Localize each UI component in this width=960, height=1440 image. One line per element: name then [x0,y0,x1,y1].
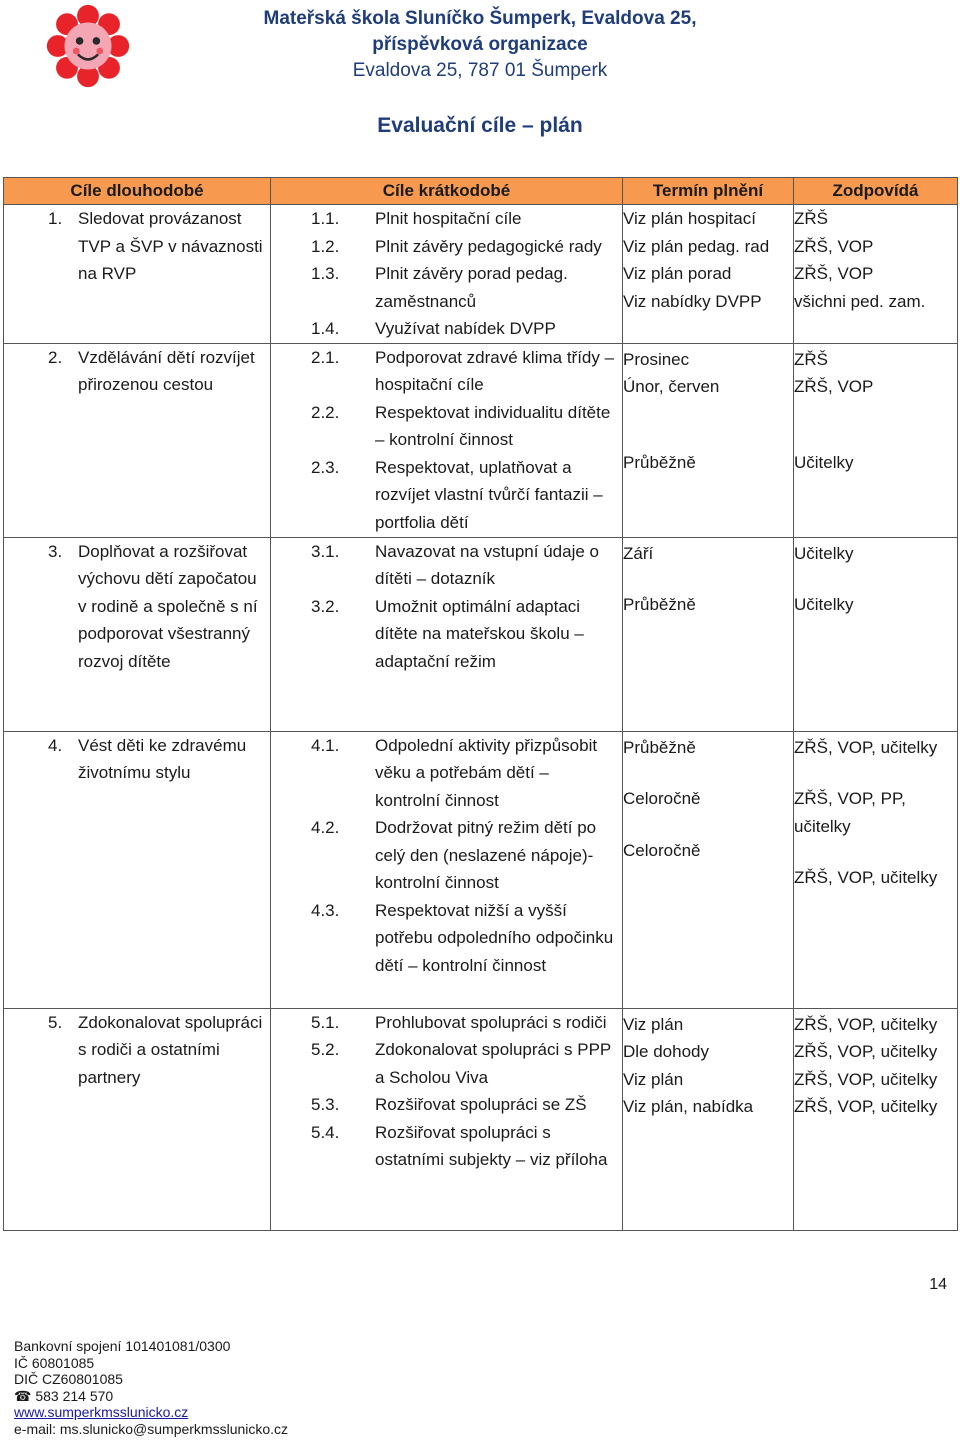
responsible-text: všichni ped. zam. [794,291,926,311]
responsible-text: ZŘŠ, VOP, učitelky [794,1042,938,1061]
subgoal-text: Podporovat zdravé klima třídy – hospitační cíle [375,347,615,394]
deadline-text: Dle dohody [623,1042,710,1061]
school-name: Mateřská škola Sluníčko Šumperk, Evaldova 25, [263,8,697,29]
deadline-text: Viz plán, nabídka [623,1097,754,1116]
goal-number: 1. [48,209,63,228]
phone-line [14,1388,288,1405]
deadline-text: Viz nabídky DVPP [623,291,762,311]
responsible-text: ZŘŠ, VOP, učitelky [794,1069,938,1089]
subgoal-text: Umožnit optimální adaptaci dítěte na mateřskou školu – adaptační režim [375,596,584,671]
phone-icon: ☎ [14,1387,32,1404]
short-term-goals [271,537,623,731]
subgoal-text: Navazovat na vstupní údaje o dítěti – dotazník [375,541,599,588]
deadline-cell [623,537,794,731]
subgoal-text: Respektovat individualitu dítěte – kontrolní činnost [375,402,611,449]
email-line[interactable]: e-mail: ms.slunicko@sumperkmsslunicko.cz [14,1420,289,1437]
header-short-term: Cíle krátkodobé [271,178,623,205]
short-term-goals [271,731,623,1008]
deadline-text: Září [623,543,654,563]
subgoal-text: Využívat nabídek DVPP [375,319,556,338]
subgoal-number: 1.2. [311,236,340,256]
goal-text: Vzdělávání dětí rozvíjet přirozenou cestou [78,347,255,394]
sun-flower-logo [46,4,130,88]
company-id: IČ 60801085 [14,1354,95,1371]
subgoal-text: Prohlubovat spolupráci s rodiči [375,1012,607,1032]
responsible-cell [794,1008,958,1230]
header-long-term: Cíle dlouhodobé [4,178,271,205]
subgoal-number: 4.3. [311,900,340,920]
long-term-goal [4,343,271,537]
table-row [4,205,958,344]
website-link[interactable]: www.sumperkmsslunicko.cz [14,1404,189,1420]
responsible-text: ZŘŠ [794,209,828,228]
goal-text: Vést děti ke zdravému životnímu stylu [78,735,247,782]
subgoal-number: 4.2. [311,818,340,837]
goal-text: Zdokonalovat spolupráci s rodiči a ostatními partnery [78,1012,263,1087]
deadline-text: Průběžně [623,595,696,614]
subgoal-text: Respektovat nižší a vyšší potřebu odpoledního odpočinku dětí – kontrolní činnost [375,900,614,975]
responsible-cell [794,205,958,344]
footer [14,1338,288,1437]
page-number: 14 [929,1276,947,1293]
subgoal-number: 3.2. [311,596,340,616]
deadline-text: Průběžně [623,737,696,757]
table-header-row [4,178,958,205]
short-term-goals [271,205,623,344]
goal-text: Sledovat provázanost TVP a ŠVP v návaznosti na RVP [78,209,263,283]
goal-number: 2. [48,347,63,367]
evaluation-table [3,177,958,1231]
responsible-text: ZŘŠ, VOP, učitelky [794,1014,938,1034]
deadline-text: Celoročně [623,840,701,860]
deadline-cell [623,343,794,537]
school-header [250,6,710,84]
deadline-text: Viz plán [623,1014,684,1034]
deadline-text: Průběžně [623,452,696,472]
vat-id: DIČ CZ60801085 [14,1371,123,1387]
short-term-goals [271,343,623,537]
subgoal-text: Zdokonalovat spolupráci s PPP a Scholou Viva [375,1040,611,1087]
table-row [4,731,958,1008]
responsible-text: ZŘŠ, VOP [794,264,874,283]
subgoal-text: Plnit hospitační cíle [375,209,522,228]
deadline-cell [623,1008,794,1230]
responsible-text: ZŘŠ, VOP, učitelky [794,737,938,757]
responsible-text: ZŘŠ [794,349,828,369]
subgoal-number: 4.1. [311,735,340,755]
goal-number: 3. [48,541,63,561]
header-deadline: Termín plnění [623,178,794,205]
long-term-goal [4,537,271,731]
deadline-text: Viz plán pedag. rad [623,236,770,256]
responsible-text: ZŘŠ, VOP [794,236,874,256]
bank-account: Bankovní spojení 101401081/0300 [14,1338,231,1354]
subgoal-number: 1.1. [311,209,340,228]
deadline-cell [623,731,794,1008]
responsible-text: Učitelky [794,543,854,563]
deadline-text: Viz plán porad [623,264,732,283]
responsible-text: ZŘŠ, VOP, PP, učitelky [794,789,906,836]
phone-number: 583 214 570 [35,1387,114,1404]
responsible-text: Učitelky [794,595,854,614]
responsible-text: Učitelky [794,452,854,472]
table-row [4,1008,958,1230]
deadline-text: Únor, červen [623,377,720,396]
subgoal-number: 1.3. [311,264,340,283]
goal-text: Doplňovat a rozšiřovat výchovu dětí započatou v rodině a společně s ní podporovat všestranný rozvoj dítěte [78,541,258,671]
responsible-text: ZŘŠ, VOP [794,377,874,396]
page-title: Evaluační cíle – plán [377,114,583,137]
subgoal-number: 5.4. [311,1122,340,1142]
subgoal-text: Plnit závěry porad pedag. zaměstnanců [375,264,568,311]
school-address: Evaldova 25, 787 01 Šumperk [352,60,608,81]
long-term-goal [4,731,271,1008]
subgoal-text: Odpolední aktivity přizpůsobit věku a potřebám dětí – kontrolní činnost [375,735,598,810]
goal-number: 4. [48,735,63,755]
table-row [4,343,958,537]
responsible-cell [794,537,958,731]
responsible-text: ZŘŠ, VOP, učitelky [794,868,938,887]
subgoal-number: 5.3. [311,1095,340,1114]
subgoal-text: Dodržovat pitný režim dětí po celý den (neslazené nápoje)- kontrolní činnost [375,818,597,892]
subgoal-number: 5.1. [311,1012,340,1032]
deadline-text: Prosinec [623,349,690,369]
long-term-goal [4,205,271,344]
subgoal-number: 1.4. [311,319,340,338]
deadline-cell [623,205,794,344]
subgoal-text: Rozšiřovat spolupráci s ostatními subjekty – viz příloha [375,1122,608,1169]
deadline-text: Celoročně [623,789,701,808]
table-row [4,537,958,731]
deadline-text: Viz plán hospitací [623,209,756,228]
subgoal-number: 2.3. [311,457,340,477]
subgoal-number: 5.2. [311,1040,340,1059]
subgoal-number: 2.2. [311,402,340,422]
short-term-goals [271,1008,623,1230]
subgoal-text: Rozšiřovat spolupráci se ZŠ [375,1095,587,1114]
school-type: příspěvková organizace [372,34,588,55]
responsible-text: ZŘŠ, VOP, učitelky [794,1097,938,1116]
header-responsible: Zodpovídá [794,178,958,205]
subgoal-text: Plnit závěry pedagogické rady [375,236,602,256]
subgoal-number: 3.1. [311,541,340,561]
deadline-text: Viz plán [623,1069,684,1089]
subgoal-number: 2.1. [311,347,340,367]
subgoal-text: Respektovat, uplatňovat a rozvíjet vlastní tvůrčí fantazii – portfolia dětí [375,457,603,532]
responsible-cell [794,343,958,537]
long-term-goal [4,1008,271,1230]
goal-number: 5. [48,1012,63,1032]
responsible-cell [794,731,958,1008]
